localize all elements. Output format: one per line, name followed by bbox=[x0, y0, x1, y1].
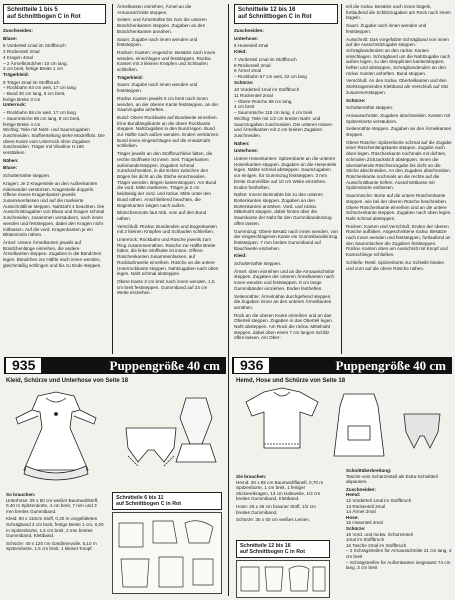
pattern-shapes bbox=[119, 521, 213, 587]
subtitle-936: Hemd, Hose und Schürze von Seite 18 bbox=[236, 378, 346, 384]
list-item: – Rockbahn 67 cm weit, 22 cm lang bbox=[234, 73, 307, 79]
box-line-1: Schnitteile 1 bis 5 bbox=[7, 7, 58, 13]
saum-paragraph: Saum: Zugabe nach innen wenden und feststeppen. bbox=[117, 36, 198, 48]
s6-paragraph: Rücken: Kanten und Verschluß: Enden der oberen Rüsche auffalten. Angeschnittene rückw. Besätze nach innen wenden und feststeppen, fortlaufend an den Saumrüschen die Zugaben feststeppen. Rückw. Kanten oben am Ausschnitt mit Knopf und Kamschlinge schließen. bbox=[346, 223, 451, 258]
aermel-paragraph: Ärmel: Untere Ärmelkanten jeweils auf Bündchenlänge einreihen, die andere Ärmelkanten steppen. Zugaben in die Bündchen legen. Bündchen zur Hälfte nach innen wenden, gleichmäßig schlingen und bis zu Ende steppen. bbox=[3, 239, 102, 268]
ausschnitt-paragraph: Ausschnitt: Das vorgefalzte Schrägband von innen auf die Ausschnittzugabe steppen. Schrägbandenden an den rückw. Kanten einschlagen. Schrägband um die Nahtzugabe nach außen legen, zu den Stepplinien kantenstoppen, heften und absteppen, Schrägbandenden an den rückw. Kanten anheften. Bund stoppen. bbox=[346, 36, 451, 76]
column-divider bbox=[112, 4, 113, 354]
hemd-heading: Hemd: bbox=[346, 492, 361, 498]
list-item: – Saumrüsche 88 cm lang, 8 cm breit, bbox=[3, 115, 81, 121]
materials-line: Kleid: 90 x 110cm Stoff, 0,20 m vorgefaltetes Schrägband 2 cm breit, fertige Breite 1 cm, 0,20 m Spitzenborte, 1,5 cm breit, 3 mm breites Gummiband, Klettband. bbox=[6, 516, 104, 539]
pattern-pieces-diagram-935 bbox=[112, 512, 222, 594]
banner-936 bbox=[232, 357, 452, 374]
kragen-paragraph: Kragen: Je 2 Kragenteile an den Außenkanten miteinander verstürzen. Kragenteile doppeln. Offene innere Kragenkanten jeweils zusammenfassen und auf die markierte Ausschnittlinie steppen. Nahtzahl 4 beachten. Die Ausschnittzugaben von Bluse und Kragen schmal zuschneiden, zusammen versäubern, nach innen wenden und feststeppen, dabei den Kragen nicht mitfassen. Auf die vord. Kragenkanten je ein Blütenmotiv nähen. bbox=[3, 180, 105, 238]
wichtig-paragraph: Wichtig: Teile mit Naht- und Saumzugaben zuschneiden. Stoffverteilung siehe Modellfoto. Die obere Kante vom Unterrock ohne Zugaben zuschneiden. Träger mit Vliesline H 180 verstärken. bbox=[3, 127, 105, 156]
hose-heading: Hose: bbox=[346, 514, 359, 520]
rueckw-paragraph: Rückw. Kanten jeweils 5 cm breit nach innen wenden, an der oberen Kante feststeppen, an der Saumzugabe anheften. bbox=[117, 95, 219, 113]
list-item: 4 Kragen 4mal bbox=[3, 54, 33, 60]
s3-paragraph: Seitennähte steppen. Zugaben an den Ärmelkanten steppen. bbox=[346, 126, 452, 138]
unterrock-paragraph: Unterrock: Rockbahn und Rüsche jeweils zum Ring zusammennähen. Rüsche zur Hälfte Breite falten, die linke Stoffseite ist innen. Offene Rüschenkanten zusammenfassen, auf Rockbahnweite einreihen. Rüsche an die untere Unterrockkante steppen. Nahtzugaben nach oben legen. Naht schmal absteppen. bbox=[117, 237, 219, 277]
dress-drawing bbox=[16, 392, 96, 480]
ruecken-paragraph: Rücken: Kanten: Angeschn. Besätze nach innen wenden, einschlagen und feststeppen. Rückw. Kanten mit 3 kleinen Knöpfen und Schlaufen schließen. bbox=[117, 49, 216, 73]
list-item: 7 Vorderteil 1mal im Stoffbruch bbox=[234, 56, 297, 62]
column-3 bbox=[234, 4, 338, 359]
oben-paragraph: Obere Kante 2 cm breit nach innen wenden, 1,5 cm breit feststeppen. Gummiband auf 24 cm Weite einziehen. bbox=[117, 278, 215, 296]
zuschneiden-heading: Zuschneiden: bbox=[234, 28, 264, 33]
s1-paragraph: Schulternähte steppen. bbox=[346, 105, 394, 111]
box-line-1: Schnitteile 6 bis 11 bbox=[116, 495, 164, 501]
apron-drawing bbox=[334, 394, 384, 456]
materials-936 bbox=[236, 474, 328, 525]
list-item: – 2 Ärmelbündchen 10 cm lang, bbox=[3, 60, 68, 66]
subtitle-935: Kleid, Schürze und Unterhose von Seite 18 bbox=[6, 378, 129, 384]
banner-935 bbox=[4, 357, 226, 374]
zuschneiden-heading: Zuschneiden: bbox=[346, 486, 376, 492]
list-item: 11 Rückenteil 2mal bbox=[234, 93, 273, 99]
list-item: – Bund 30 cm lang, 6 cm breit, bbox=[3, 91, 66, 97]
schulternaehte-paragraph: Schulternähte steppen. bbox=[3, 173, 51, 179]
list-item: 12 Vorderteil 1mal im Stoffbruch bbox=[346, 497, 412, 503]
verschluss-paragraph: Verschluß: Rückw. Bundenden und Bogenkanten mit 2 kleinen Knöpfen und Schlaufen schließen. bbox=[117, 223, 217, 235]
list-item: 14 Ärmel 2mal bbox=[346, 509, 376, 515]
pattern-pieces-box bbox=[234, 4, 338, 24]
u3-paragraph: Gummizug: Obere Besatz nach innen wenden, von der eingeschlagenen Kante ein Gummibandeinzug feststeppen. 7 mm breites Gummiband auf Bauchweite einziehen. bbox=[234, 228, 338, 251]
s4-paragraph: Obere Rüsche: Spitzenborte schmal auf die Zugabe einer Rüschenlängskante steppen. Zugabe nach oben legen. Rüschenkante nochmals mit dichten, schmalen Zickzackstich absteppen. Innen die überstehende Rüschenzugabe bis dicht an die Stiche abschneiden. An den Zugaben abschneiden. Rüschenkante nochmals an die rechte auf die Ausschnittkante heften. Ausschnittkante mit Spitzenborte einfassen. bbox=[346, 139, 452, 191]
garment-illustration-935 bbox=[6, 388, 226, 488]
list-item: 2 cm breit, fertige Breite 1 cm bbox=[3, 66, 63, 72]
box-line-1: Schnitteile 12 bis 16 bbox=[238, 7, 296, 13]
materials-line: Schürze: 35 x 60 cm weißes Leinen. bbox=[236, 517, 311, 523]
box-line-2: auf Schnittbogen C in Rot bbox=[240, 549, 306, 556]
s7-paragraph: Schleife: Restl. Spitzenborte zur Schleife binden und vorn auf die obere Rüsche nähen. bbox=[346, 259, 445, 271]
list-item: fertige Breite 4 cm bbox=[3, 121, 41, 127]
materials-line: Schürze: 40 x 120 cm Gardinenvoile, 5,10 m Spitzenborte, 1,5 cm breit, 1 kleiner Knopf. bbox=[6, 540, 97, 552]
list-item: 4 cm breit bbox=[234, 104, 255, 110]
pattern-pieces-box bbox=[112, 492, 222, 510]
list-item: – Saumrüsche 118 cm lang, 4 cm breit bbox=[234, 110, 313, 116]
model-number: 935 bbox=[5, 357, 42, 374]
unterrock-heading: Unterrock: bbox=[3, 102, 27, 108]
list-item: – 2 Schrägstreifen für Armausschnitte 21 cm lang, 3 cm breit bbox=[346, 548, 452, 559]
list-item: 16 Vord. und rückw. Schürzenteil bbox=[346, 531, 413, 537]
bluse-heading: Bluse: bbox=[3, 35, 18, 41]
materials-heading: So brauchen: bbox=[6, 492, 36, 497]
column-1 bbox=[3, 4, 106, 359]
list-item: – Rockbahn 64 cm weit, 17 cm lang bbox=[3, 85, 76, 91]
pattern-pieces-diagram-936 bbox=[236, 560, 330, 598]
pants-drawing bbox=[404, 414, 440, 448]
list-item: 5 Träger 2mal im Stoffbruch bbox=[3, 79, 60, 85]
schuerze-heading: Schürze: bbox=[234, 79, 254, 85]
list-item: fertige Breite 3 cm bbox=[3, 96, 41, 102]
bluemchen-paragraph: Blümchenmotiv laut Abb. vom auf den Bund nähen. bbox=[117, 210, 207, 221]
list-item: 6 Hosenteil 2mal bbox=[234, 43, 269, 49]
seiten-paragraph: Seiten- und Ärmelnähte bis zum die unteren Bündchenkanten steppen. Zugaben an den Bündchenkanten annähen. bbox=[117, 17, 207, 34]
pattern-pieces-box bbox=[236, 540, 330, 558]
column-divider bbox=[341, 4, 342, 354]
s5-paragraph: Saumrüsche: Borte auf die untere Rüschenkante steppen, wie bei der oberen Rüsche beschrieben. Obere Rüschenkante einreihen und an die untere Schürzenkante steppen. Zugaben nach oben legen. Naht schmal absteppen. bbox=[346, 193, 452, 221]
box-line-1: Schnitteile 12 bis 16 bbox=[240, 543, 291, 549]
materials-heading: Sie brauchen: bbox=[236, 474, 267, 479]
box-line-2: auf Schnittbogen C in Rot bbox=[7, 14, 81, 20]
apron-drawing bbox=[176, 398, 216, 462]
column-divider bbox=[228, 4, 229, 596]
naehen-bluse-heading: Bluse: bbox=[3, 165, 18, 171]
list-item: – Schrägstreifen für Außenkanten insgesamt 74 cm lang, 3 cm breit bbox=[346, 559, 451, 571]
s2-paragraph: Armausschnitte: Zugaben abschneiden. Kanten mit Spitzenborte versäubern. bbox=[346, 112, 451, 124]
u1-paragraph: Untere Hosenkanten: Spitzenborte an die unteren Hosenkanten steppen. Zugaben an die Hosenteile legen. Nähte schmal absteppen. Saumzugaben vor einigen. für Gummizug feststeppen. 3 mm breite Gummilitze auf 10 cm Weite einziehen. Enden festheften. bbox=[234, 156, 337, 190]
column-2 bbox=[117, 4, 220, 359]
box-line-2: auf Schnittbogen C in Rot bbox=[116, 501, 182, 508]
saum2-paragraph: Saum: Zugabe nach innen wenden und feststeppen. bbox=[117, 82, 198, 94]
materials-935 bbox=[6, 492, 104, 554]
bluse-list bbox=[3, 43, 106, 72]
list-item: 13 Rückenteil 2mal bbox=[346, 503, 386, 509]
bund-paragraph: Bund: Obere Rockkante auf Bundweite einreihen. Eine Bundlängskante an die obere Rockkante steppen. Nahtzugaben in den Bund legen. Bund zur Hälfte nach außen wenden. Enden verstürzen. Bund innen eingeschlagen auf die Ansatznaht schließen. bbox=[117, 114, 220, 149]
list-item: 16 Tasche 2mal im Stoffbruch bbox=[346, 542, 407, 548]
garment-illustration-936 bbox=[234, 386, 452, 472]
verschluss-paragraph: Verschluß: An den rückw. Oberteilkanten und den Stehkragenenden Klettband als Verschluß auf Sitz zusammensteppen. bbox=[346, 78, 449, 95]
k3-paragraph: Seitennähte: Ärmelnähte durchgehend steppen, die Zugaben innen an den unteren Ärmelkanten annähen. bbox=[234, 293, 332, 310]
schnitt-text: Tasche vom Schürzenteil als Extra-Schnittteil abpausen. bbox=[346, 473, 438, 485]
k1-paragraph: Schulternähte steppen. bbox=[234, 261, 282, 267]
box-line-2: auf Schnittbogen C in Rot bbox=[238, 14, 312, 20]
list-item: 15 Hosenteil 2mal bbox=[346, 520, 383, 526]
wichtig-paragraph: Wichtig: Teile mit 1/2 cm breiten Naht- und Saumzugaben zuschneiden. Die unteren Hosen- und Ärmelkanten mit 2 cm breiten Zugaben zuschneiden. bbox=[234, 115, 334, 138]
traegerkleid-heading: Trägerkleid: bbox=[117, 74, 144, 80]
schuerze-heading: Schürze: bbox=[346, 97, 366, 103]
saum-paragraph: Saum: Zugabe nach innen wenden und feststeppen. bbox=[346, 23, 427, 34]
banner-title: Puppengröße 40 cm bbox=[335, 357, 446, 373]
kleid-naehen-heading: Kleid: bbox=[234, 253, 247, 259]
naehen-heading: Nähen: bbox=[234, 140, 250, 146]
cutting-936 bbox=[346, 468, 452, 571]
intro-paragraph: Ärmelkanten einreihen, Ärmel an die Armausschnitte steppen. bbox=[117, 4, 192, 15]
materials-line: Unterhose: 25 x 50 cm weißer Baumwollstoff, 0,40 m Spitzenborte, 4 cm breit, 7 mm und 3 mm breites Gummiband. bbox=[6, 497, 99, 514]
model-number: 936 bbox=[233, 357, 270, 374]
list-item: 8 Rückenteil 2mal bbox=[234, 62, 271, 68]
list-item: 5 Vorderteil 1mal im Stoffbruch bbox=[3, 43, 66, 49]
traegerkleid-heading: Trägerkleid: bbox=[3, 71, 30, 77]
materials-line: Hose: 25 x 45 cm brauner Stoff, 1/2 cm breites Gummiband. bbox=[236, 503, 316, 515]
list-item: 9 Ärmel 2mal bbox=[234, 68, 262, 74]
schnitt-heading: Schnittüberbreitung: bbox=[346, 468, 392, 473]
zuschneiden-heading: Zuschneiden: bbox=[3, 28, 33, 33]
shirt-drawing bbox=[246, 388, 318, 448]
list-item: – Rockbahn 58 cm weit, 17 cm lang bbox=[3, 110, 76, 116]
traegerkleid-list bbox=[3, 80, 106, 103]
k2-paragraph: Ärmel: oben einreihen und an die Armausschnitte steppen. Zugaben der unteren Ärmelkanten nach innen wenden und feststeppen. 8 cm lange Gummibänder einziehen. Enden festheften. bbox=[234, 268, 335, 291]
pattern-shapes bbox=[241, 566, 325, 591]
pattern-pieces-box bbox=[3, 4, 106, 24]
k4-paragraph: Rock an die oberen Kante einreihen und an das Oberteil steppen. Zugaben in das Oberteil legen. Naht absteppen. Am Rock die rückw. Mittelnaht steppen, dabei oben einen 7 cm langen Schlitz offen lassen. Am Ober- bbox=[234, 312, 334, 341]
schuerze-heading: Schürze: bbox=[346, 525, 366, 531]
underpants-drawing bbox=[126, 428, 176, 466]
materials-line: Hemd: 30 x 85 cm Baumwollflanell, 0,70 m Spitzenborte, 1 cm breit, 1 fertiger Stickereikragen, 13 cm Halsweite, 1/2 cm breites Gummiband, Klettband. bbox=[236, 479, 324, 502]
naehen-heading: Nähen: bbox=[3, 157, 19, 163]
list-item: – Obere Rüsche 68 cm lang, bbox=[234, 98, 293, 104]
banner-title: Puppengröße 40 cm bbox=[109, 357, 220, 373]
column-4 bbox=[346, 4, 452, 359]
kleid-heading: Kleid: bbox=[234, 49, 247, 55]
intro-paragraph: teil die rückw. Besätze nach innen bügeln, fortlaufend die Schlitzzugaben am Rock nach innen bügeln. bbox=[346, 4, 451, 21]
unterhose-heading: Unterhose: bbox=[234, 35, 259, 41]
unterhose-naehen-heading: Unterhose: bbox=[234, 148, 259, 154]
list-item: 10 Vorderteil 1mal im Stoffbruch bbox=[234, 87, 300, 93]
traeger-paragraph: Träger jeweils an den Stoffbruchlinie falten, die rechte Stoffseite ist innen. Seit. Trägerkanten aufeinandersteppen. Zugaben schmal zurückschneiden, in die Ecken zwischen den Bögen bis dicht an die Stiche einschneiden. Träger wenden. Bögen kantenstoppen. Am Bund die vord. Mitte markieren. Träger je 2 cm beidseitig der vord. und rückw. Mitte unter den Bund nähen. Anschließend beachten, die Bogenkanten zeigen nach außen. bbox=[117, 151, 217, 208]
list-item: 1mal im Stoffbruch bbox=[346, 537, 385, 543]
u2-paragraph: Nähte: Innere Beinnähte bis zu den unteren Bortenkanten steppen. Zugaben an den Bortenkanten annähen. Vord. und rückw. Mittelnaht steppen, dabei hinten über die Saumkante der Naht für den Gummibandeinzug offen lassen. bbox=[234, 192, 332, 226]
list-item: 2 Rückenteil 2mal bbox=[3, 49, 40, 55]
unterrock-list bbox=[3, 110, 106, 127]
